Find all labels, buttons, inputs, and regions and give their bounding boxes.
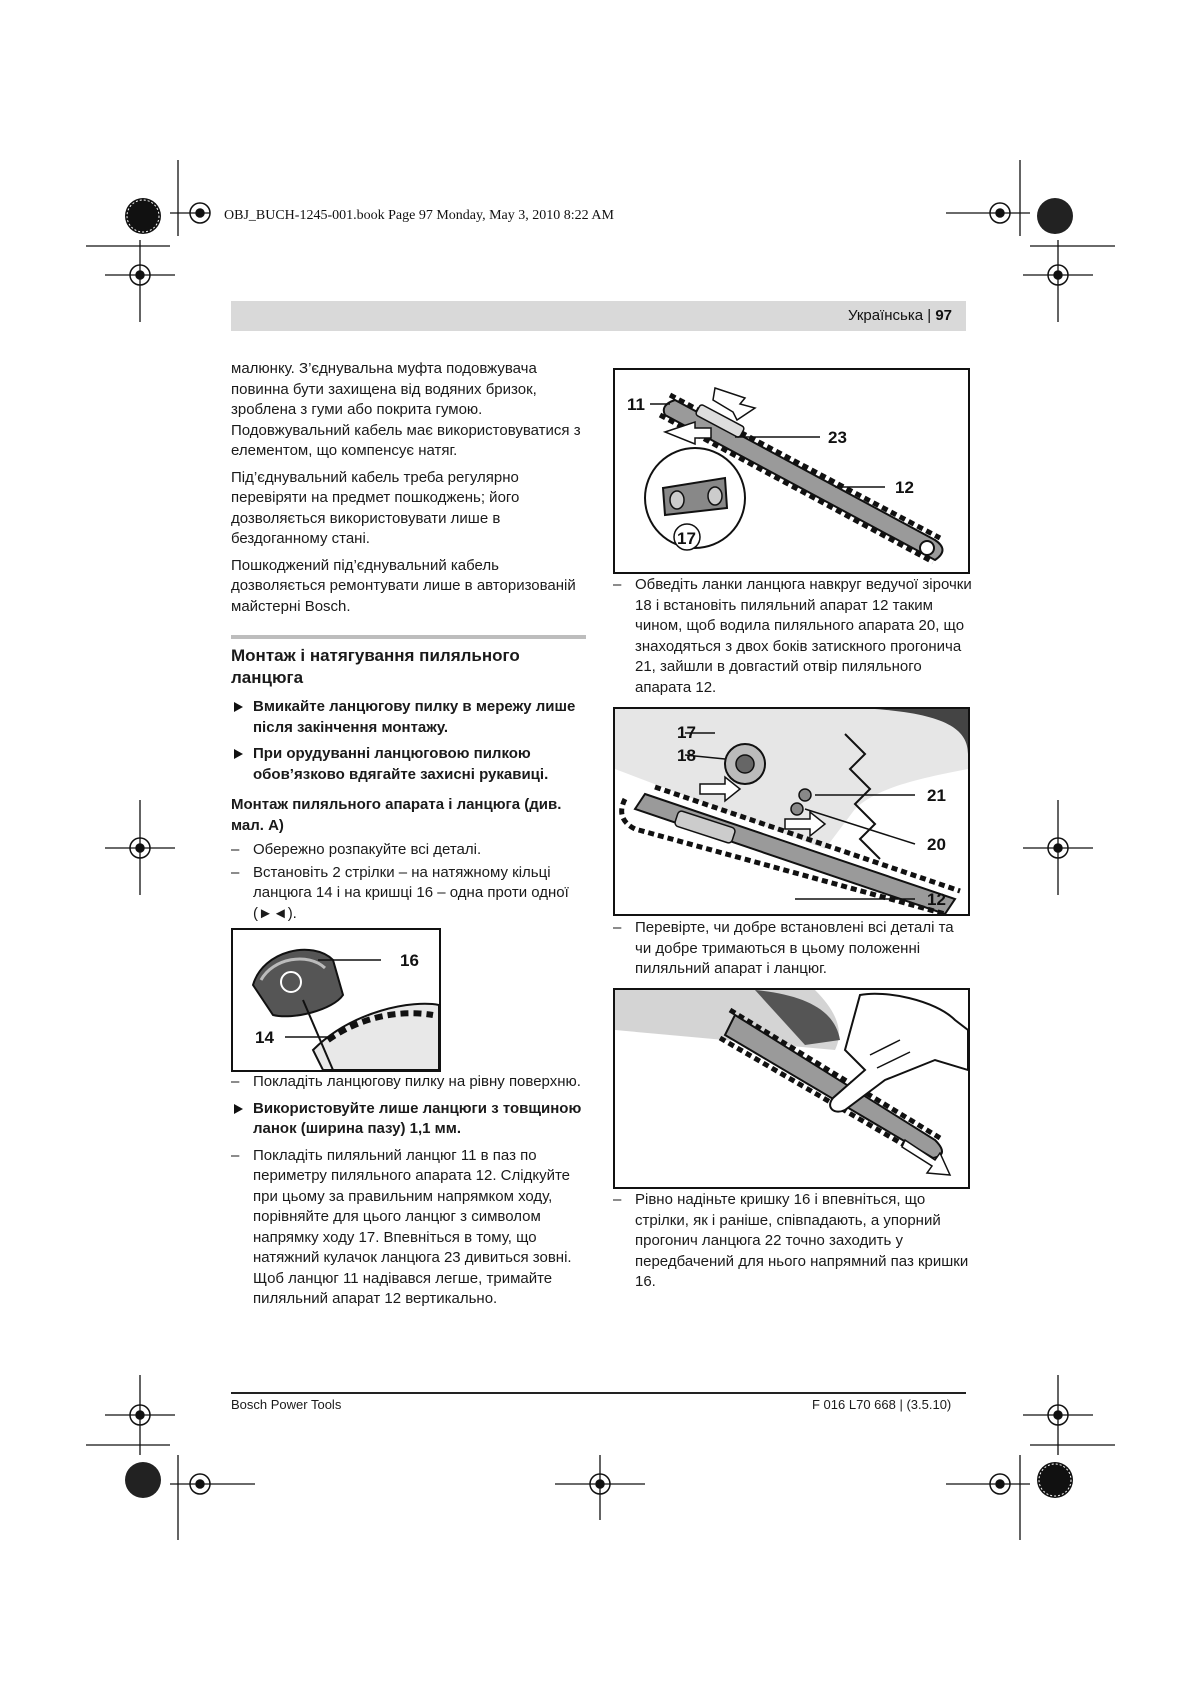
right-step-2	[613, 918, 973, 982]
intro-paragraph: малюнку. З’єднувальна муфта подовжувача повинна бути захищена від водяних бризок, зроблена з гуми або покрита гумою. Подовжувальний кабель має використовуватися з елементом, що компенсує натяг.	[231, 360, 581, 459]
header-separator: |	[923, 307, 936, 324]
step-item: – Покладіть ланцюгову пилку на рівну поверхню.	[231, 1072, 591, 1093]
warning-item: Використовуйте лише ланцюги з товщиною ланок (ширина пазу) 1,1 мм.	[231, 1099, 591, 1140]
intro-paragraph: Під’єднувальний кабель треба регулярно перевіряти на предмет пошкоджень; його дозволяється використовувати лише в бездоганному стані.	[231, 468, 520, 547]
footer-divider	[231, 1392, 966, 1394]
header-language: Українська	[847, 307, 924, 324]
fig-label: 20	[927, 835, 946, 854]
fig-label: 21	[927, 786, 946, 805]
right-step-1	[613, 575, 973, 700]
step-item: – Перевірте, чи добре встановлені всі деталі та чи добре тримаються в цьому положенні пиляльний апарат і ланцюг.	[613, 918, 973, 980]
step-item: – Покладіть пиляльний ланцюг 11 в паз по периметру пиляльного апарата 12. Слідкуйте при цьому за правильним напрямком ходу, порівняйте для цього ланцюг з символом напрямку ходу 17. Впевніться в тому, що натяжний кулачок ланцюга 23 дивиться зовні. Щоб ланцюг 11 надівався легше, тримайте пиляльний апарат 12 вертикально.	[231, 1146, 591, 1310]
step-item: – Обережно розпакуйте всі деталі.	[231, 840, 591, 861]
warning-item: Вмикайте ланцюгову пилку в мережу лише після закінчення монтажу.	[231, 697, 591, 738]
fig-label: 11	[627, 395, 645, 414]
figure-mounting	[613, 707, 970, 916]
step-item: – Обведіть ланки ланцюга навкруг ведучої зірочки 18 і встановіть пиляльний апарат 12 таким чином, щоб водила пиляльного апарата 20, що знаходяться з двох боків затискного прогонича 21, зайшли в довгастий отвір пиляльного апарата 12.	[613, 575, 973, 698]
header-text	[848, 307, 952, 324]
page-number: 97	[935, 307, 952, 324]
right-step-3	[613, 1190, 973, 1295]
fig-label: 14	[255, 1028, 274, 1047]
fig-label: 18	[677, 746, 696, 765]
footer-brand: Bosch Power Tools	[231, 1397, 342, 1412]
figure-cover	[231, 928, 441, 1072]
section-divider	[231, 635, 586, 639]
step-item: – Встановіть 2 стрілки – на натяжному кільці ланцюга 14 і на кришці 16 – одна проти одної (►◄).	[231, 863, 591, 925]
fig-label: 17	[677, 529, 696, 548]
fig-label: 12	[927, 890, 946, 909]
intro-paragraph: Пошкоджений під’єднувальний кабель дозволяється ремонтувати лише в авторизованій майстерні Bosch.	[231, 556, 576, 615]
step-item: – Рівно надіньте кришку 16 і впевніться, що стрілки, як і раніше, співпадають, а упорний прогонич ланцюга 22 точно заходить у передбачений для нього напрямний паз кришки 16.	[613, 1190, 973, 1293]
fig-label: 17	[677, 723, 696, 742]
section-title: Монтаж і натягування пиляльного ланцюга	[231, 646, 520, 687]
left-column	[231, 359, 591, 926]
fig-label: 12	[895, 478, 914, 497]
fig-label: 23	[828, 428, 847, 447]
left-column-lower	[231, 1072, 591, 1312]
fig-label: 16	[400, 951, 419, 970]
figure-chain-groove	[613, 988, 970, 1189]
warning-item: При орудуванні ланцюговою пилкою обов’язково вдягайте захисні рукавиці.	[231, 744, 591, 785]
page-header	[231, 301, 966, 331]
footer-doc-number: F 016 L70 668 | (3.5.10)	[812, 1397, 952, 1412]
figure-bar-chain	[613, 368, 970, 574]
print-slug: OBJ_BUCH-1245-001.book Page 97 Monday, May 3, 2010 8:22 AM	[224, 208, 614, 223]
subsection-title: Монтаж пиляльного апарата і ланцюга (див. мал. А)	[231, 796, 562, 834]
